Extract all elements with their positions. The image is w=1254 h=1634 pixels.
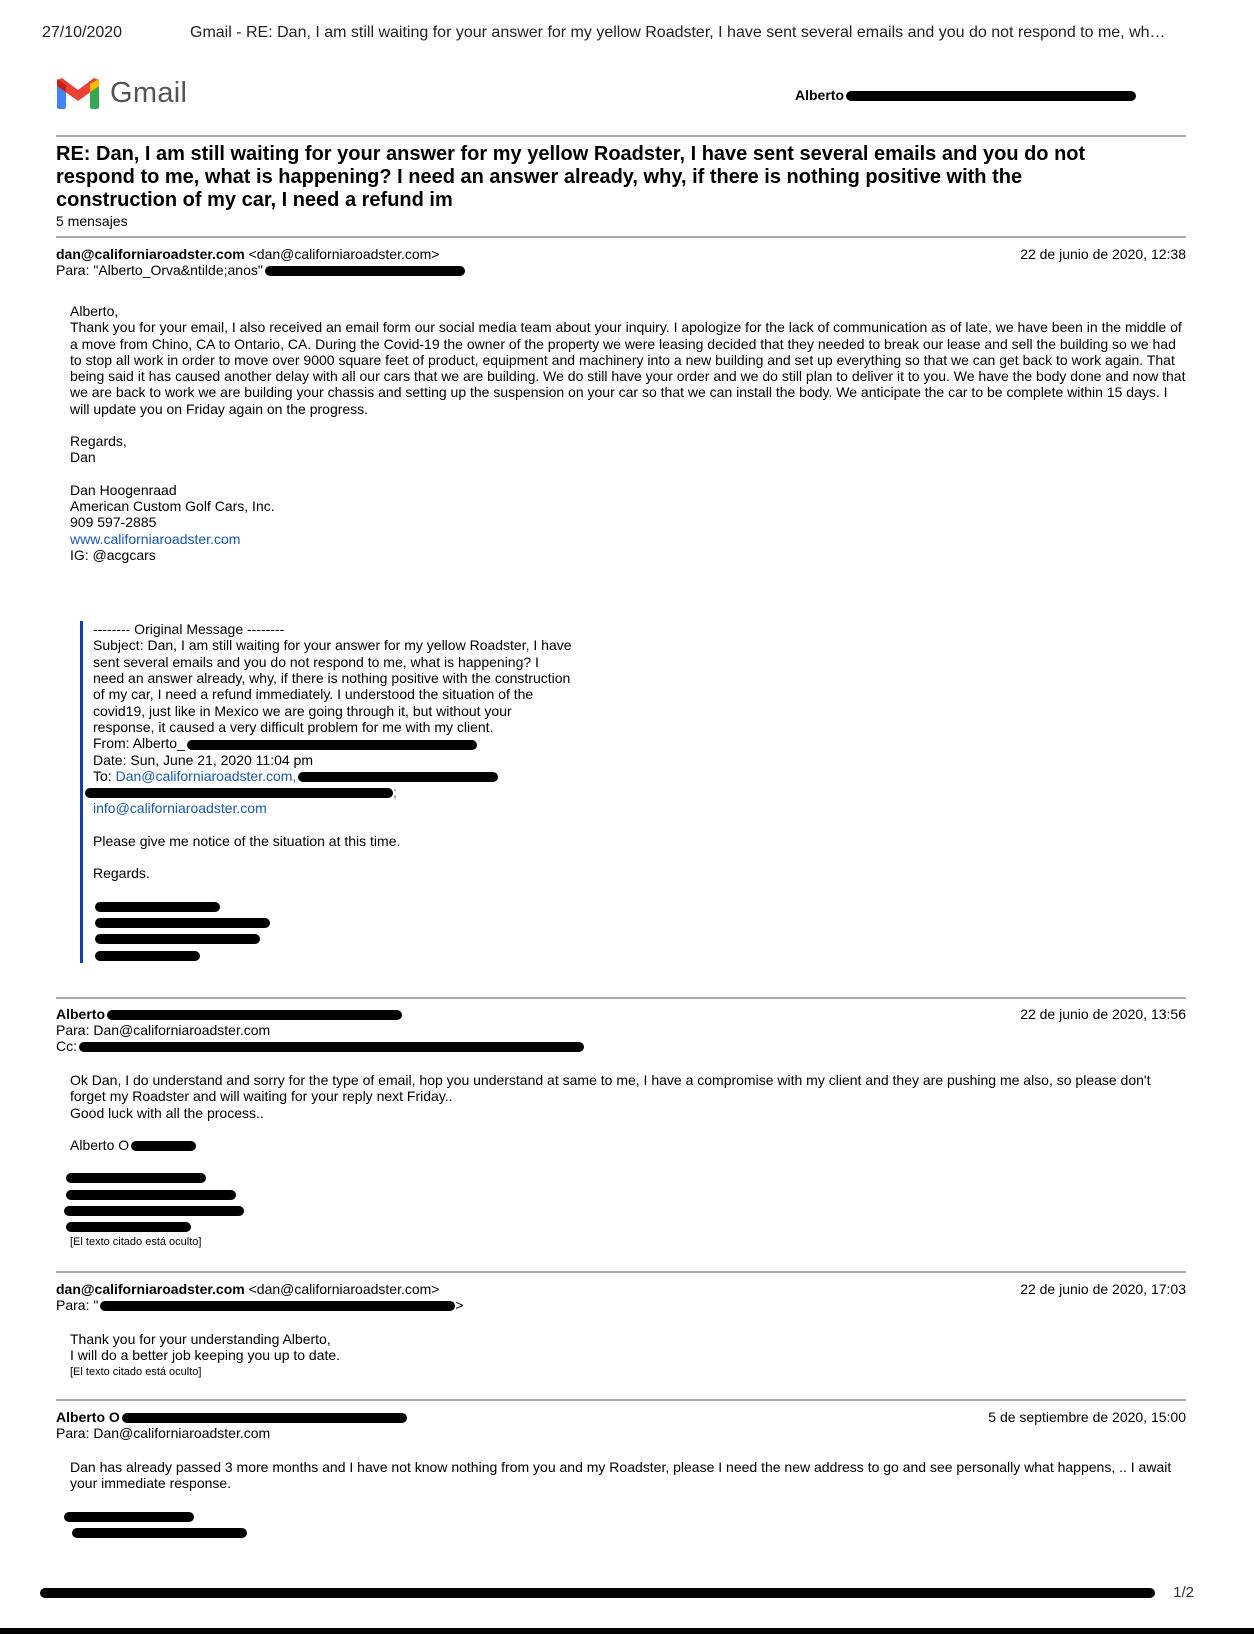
gmail-wordmark: Gmail: [110, 76, 188, 109]
recipient: Para: "Alberto_Orva&ntilde;anos": [56, 262, 263, 278]
message-count: 5 mensajes: [56, 213, 128, 229]
message-date: 22 de junio de 2020, 17:03: [1020, 1281, 1186, 1297]
redaction-mark: [66, 1190, 236, 1200]
redacted-url: [40, 1588, 1155, 1598]
quote-regards: Regards.: [93, 865, 150, 882]
body-text: Thank you for your understanding Alberto,: [70, 1331, 331, 1347]
redaction-mark: [64, 1512, 194, 1522]
redaction-mark: [95, 918, 270, 928]
redaction-mark: [85, 788, 393, 798]
sender-email: <dan@californiaroadster.com>: [248, 246, 440, 262]
closing-name: Dan: [70, 449, 96, 466]
hidden-quoted-text[interactable]: [El texto citado está oculto]: [70, 1236, 202, 1249]
sender-name: Alberto: [56, 1006, 105, 1022]
redaction-mark: [100, 1301, 455, 1311]
quote-from: From: Alberto_: [93, 735, 185, 752]
redaction-mark: [107, 1010, 402, 1020]
message: [56, 246, 1186, 963]
divider: [56, 1271, 1186, 1273]
redaction-mark: [187, 740, 477, 750]
redaction-mark: [66, 1222, 191, 1232]
thread-subject: RE: Dan, I am still waiting for your answer for my yellow Roadster, I have sent several emails and you do not respond to me, what is happening? I need an answer already, why, if there is nothing positive with the construction of my car, I need a refund im: [56, 143, 1086, 211]
redaction-mark: [95, 934, 260, 944]
sender-email: <dan@californiaroadster.com>: [248, 1281, 440, 1297]
message: [56, 1409, 1186, 1540]
divider: [56, 997, 1186, 999]
message: dan@californiaroadster.com <dan@californiaroadster.com> 22 de junio de 2020, 17:03 Para: " > Thank you for your understanding Alberto, I will do a better job keeping you up to date. [El texto citado está oculto]: [56, 1281, 1186, 1380]
redaction-mark: [66, 1173, 206, 1183]
page-edge: [0, 1628, 1254, 1634]
gmail-m-icon: [56, 76, 100, 110]
body-text: Thank you for your email, I also received an email form our social media team about your inquiry. I apologize for the lack of communication as of late, we have been in the middle of a move from Chino, CA to Ontario, CA. During the Covid-19 the owner of the property we were leasing decided that they needed to break our lease and sell the building so we had to stop all work in order to move over 9000 square feet of product, equipment and machinery into a new building and set up everything so that we can get back to work again. That being said it has caused another delay with all our cars that we are building. We do still have your order and we do still plan to deliver it to you. We have the body done and now that we are back to work we are building your chassis and setting up the suspension on your car so that we can install the body. We anticipate the car to be complete within 15 days. I will update you on Friday again on the progress.: [70, 319, 1186, 417]
signature-phone: 909 597-2885: [70, 514, 157, 531]
sender-name: dan@californiaroadster.com: [56, 246, 245, 262]
recipient: Para: Dan@californiaroadster.com: [56, 1022, 271, 1038]
divider: [56, 135, 1186, 137]
redaction-mark: [131, 1141, 196, 1151]
page-number: 1/2: [1173, 1584, 1194, 1601]
redaction-mark: [122, 1413, 407, 1423]
account-email: Alberto: [795, 87, 1136, 103]
quote-cc-link[interactable]: ; info@californiaroadster.com: [93, 784, 397, 817]
sign-name: Alberto O: [70, 1136, 130, 1153]
redaction-mark: [72, 1528, 247, 1538]
quote-header: -------- Original Message --------: [93, 621, 285, 638]
quote-date: Date: Sun, June 21, 2020 11:04 pm: [93, 751, 314, 768]
redaction-mark: [298, 772, 498, 782]
redaction-mark: [64, 1206, 244, 1216]
recipient: Para: Dan@californiaroadster.com: [56, 1425, 271, 1441]
hidden-quoted-text[interactable]: [El texto citado está oculto]: [70, 1365, 202, 1378]
quote-to-label: To:: [93, 767, 112, 784]
print-title: Gmail - RE: Dan, I am still waiting for your answer for my yellow Roadster, I have sent several emails and you do not respond to me, wh…: [190, 24, 1166, 41]
signature-ig: IG: @acgcars: [70, 546, 156, 563]
redaction-mark: [265, 266, 465, 276]
message-date: 22 de junio de 2020, 12:38: [1020, 246, 1186, 262]
body-text: I will do a better job keeping you up to date.: [70, 1347, 341, 1364]
signature-name: Dan Hoogenraad: [70, 481, 177, 498]
redaction-mark: [79, 1042, 584, 1052]
sender-name: Alberto O: [56, 1409, 120, 1425]
message: [56, 1006, 1186, 1251]
body-text: Dan has already passed 3 more months and I have not know nothing from you and my Roadster, please I need the new address to go and see personally what happens, .. I await your immediate response.: [70, 1459, 1172, 1492]
sender-name: dan@californiaroadster.com: [56, 1281, 245, 1297]
cc: Cc:: [56, 1038, 77, 1054]
gmail-logo: [56, 76, 187, 110]
print-date: 27/10/2020: [42, 24, 123, 41]
redaction-mark: [95, 951, 200, 961]
body-text: Good luck with all the process..: [70, 1104, 264, 1121]
recipient: Para: ": [56, 1297, 99, 1313]
quoted-message: [80, 621, 573, 962]
quote-text: Please give me notice of the situation at this time.: [93, 832, 401, 849]
divider: [56, 1399, 1186, 1401]
redaction-mark: [95, 902, 220, 912]
signature-company: American Custom Golf Cars, Inc.: [70, 497, 275, 514]
body-text: Ok Dan, I do understand and sorry for the type of email, hop you understand at same to me, I have a compromise with my client and they are pushing me also, so please don't forget my Roadster and will waiting for your reply next Friday..: [70, 1072, 1151, 1105]
closing: Regards,: [70, 433, 127, 450]
quote-subject: Subject: Dan, I am still waiting for your answer for my yellow Roadster, I have sent several emails and you do not respond to me, what is happening? I need an answer already, why, if there is nothing positive with the construction of my car, I need a refund immediately. I understood the situation of the covid19, just like in Mexico we are going through it, but without your response, it caused a very difficult problem for me with my client.: [93, 637, 572, 735]
message-date: 22 de junio de 2020, 13:56: [1020, 1006, 1186, 1022]
message-date: 5 de septiembre de 2020, 15:00: [988, 1409, 1186, 1425]
signature-website-link[interactable]: www.californiaroadster.com: [70, 530, 241, 547]
print-footer: [38, 1584, 1194, 1601]
redaction-mark: [846, 91, 1136, 101]
body-greeting: Alberto,: [70, 303, 119, 319]
divider: [56, 236, 1186, 238]
quote-to-link[interactable]: Dan@californiaroadster.com,: [115, 767, 297, 784]
